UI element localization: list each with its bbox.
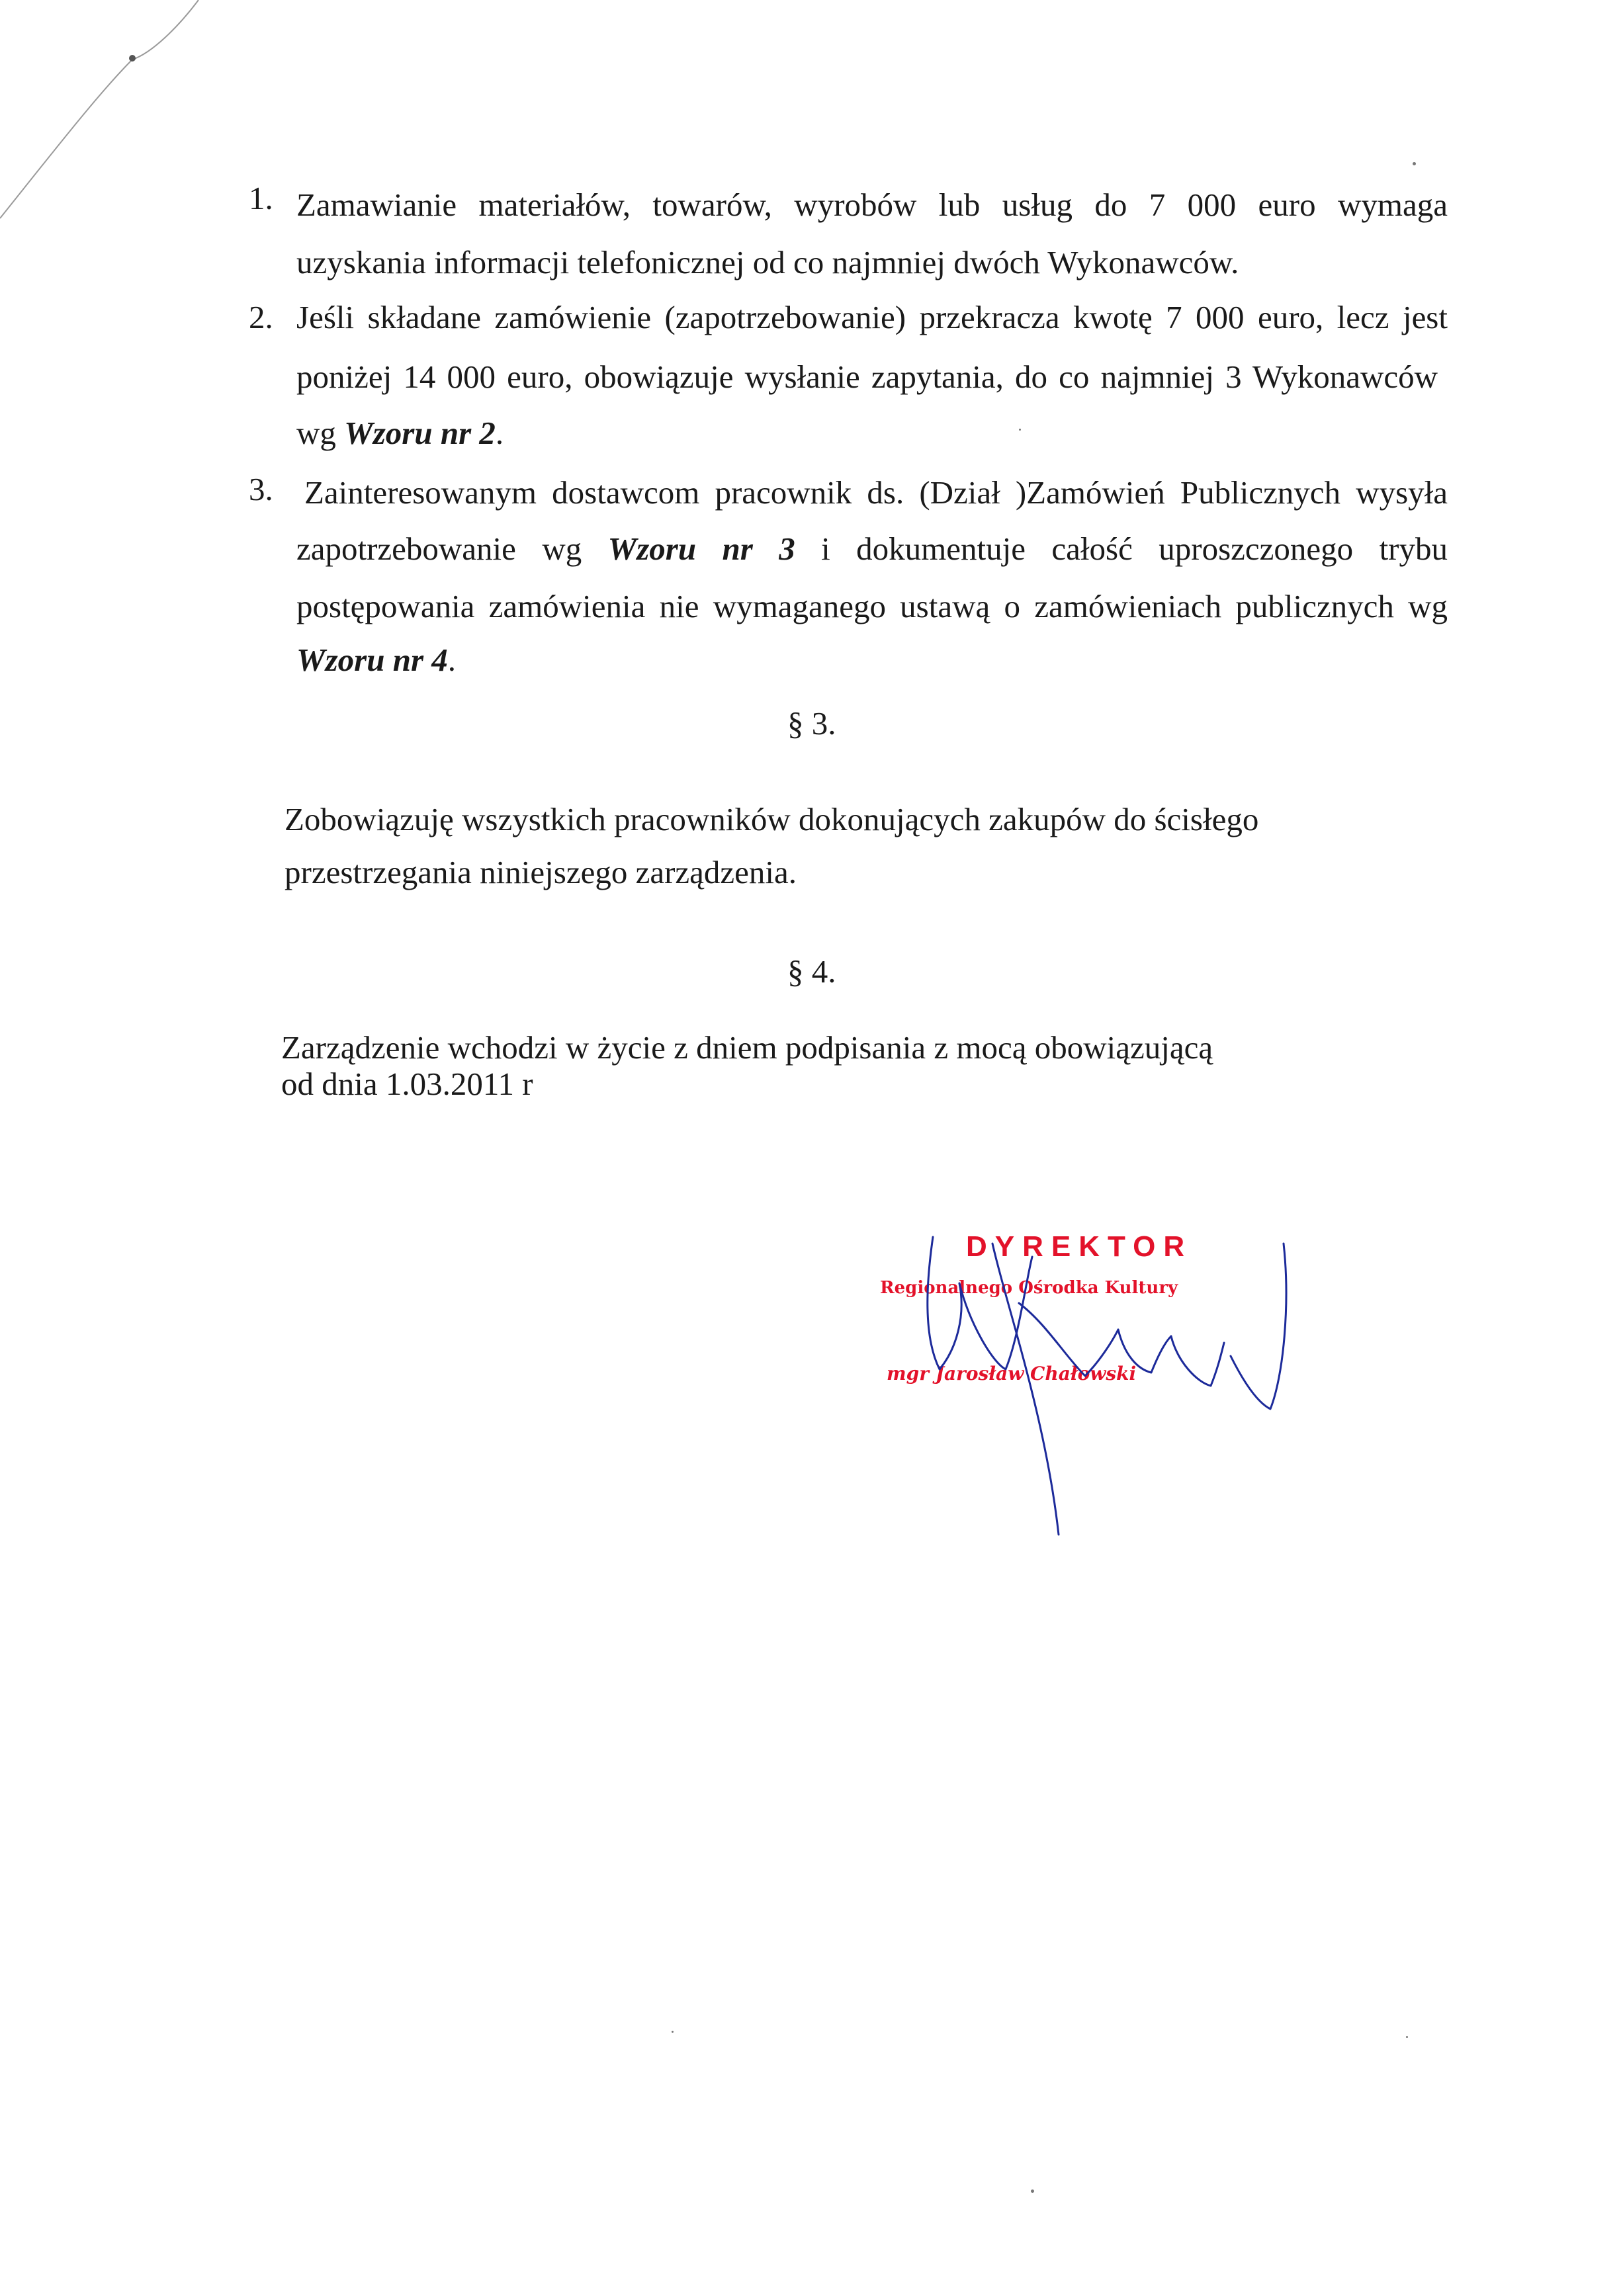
list-item-line bbox=[296, 532, 1448, 565]
scan-speck bbox=[1031, 2190, 1034, 2193]
section-4-line: od dnia 1.03.2011 r bbox=[281, 1066, 533, 1102]
scan-speck bbox=[672, 2031, 674, 2033]
text-prefix: wg bbox=[296, 415, 345, 451]
list-item-line bbox=[296, 417, 504, 449]
stamp-title: DYREKTOR bbox=[966, 1230, 1193, 1263]
list-item-line: poniżej 14 000 euro, obowiązuje wysłanie zapytania, do co najmniej 3 Wykonawców bbox=[296, 359, 1438, 395]
list-item-line bbox=[296, 644, 456, 676]
scan-speck bbox=[1019, 429, 1021, 431]
list-item-line: Jeśli składane zamówienie (zapotrzebowanie) przekracza kwotę 7 000 euro, lecz jest bbox=[296, 299, 1448, 335]
list-number: 1. bbox=[249, 180, 273, 216]
text-suffix: . bbox=[495, 415, 504, 451]
template-reference: Wzoru nr 4 bbox=[296, 642, 448, 678]
text-suffix: . bbox=[447, 642, 457, 678]
list-item-line: uzyskania informacji telefonicznej od co najmniej dwóch Wykonawców. bbox=[296, 244, 1239, 280]
list-item-line: Zamawianie materiałów, towarów, wyrobów lub usług do 7 000 euro wymaga bbox=[296, 187, 1448, 223]
text-suffix: i dokumentuje całość uproszczonego trybu bbox=[795, 531, 1448, 567]
section-heading-4: § 4. bbox=[787, 953, 836, 990]
stamp-organization: Regionalnego Ośrodka Kultury bbox=[880, 1278, 1178, 1298]
handwritten-signature bbox=[860, 1204, 1337, 1574]
list-item-line: Zainteresowanym dostawcom pracownik ds. (Dział )Zamówień Publicznych wysyła bbox=[304, 474, 1448, 511]
list-number: 2. bbox=[249, 299, 273, 335]
template-reference: Wzoru nr 2 bbox=[344, 415, 496, 451]
template-reference: Wzoru nr 3 bbox=[607, 531, 795, 567]
list-number: 3. bbox=[249, 471, 273, 507]
section-4-line: Zarządzenie wchodzi w życie z dniem podpisania z mocą obowiązującą bbox=[281, 1029, 1213, 1066]
page-fold-mark bbox=[0, 0, 212, 278]
text-prefix: zapotrzebowanie wg bbox=[296, 531, 608, 567]
section-3-line: przestrzegania niniejszego zarządzenia. bbox=[285, 854, 797, 890]
section-3-line: Zobowiązuję wszystkich pracowników dokonujących zakupów do ścisłego bbox=[285, 801, 1259, 837]
stamp-name: mgr Jarosław Chałowski bbox=[887, 1363, 1137, 1384]
section-heading-3: § 3. bbox=[787, 705, 836, 742]
scan-speck bbox=[1406, 2036, 1408, 2038]
scan-speck bbox=[1413, 162, 1416, 165]
list-item-line: postępowania zamówienia nie wymaganego ustawą o zamówieniach publicznych wg bbox=[296, 588, 1448, 624]
